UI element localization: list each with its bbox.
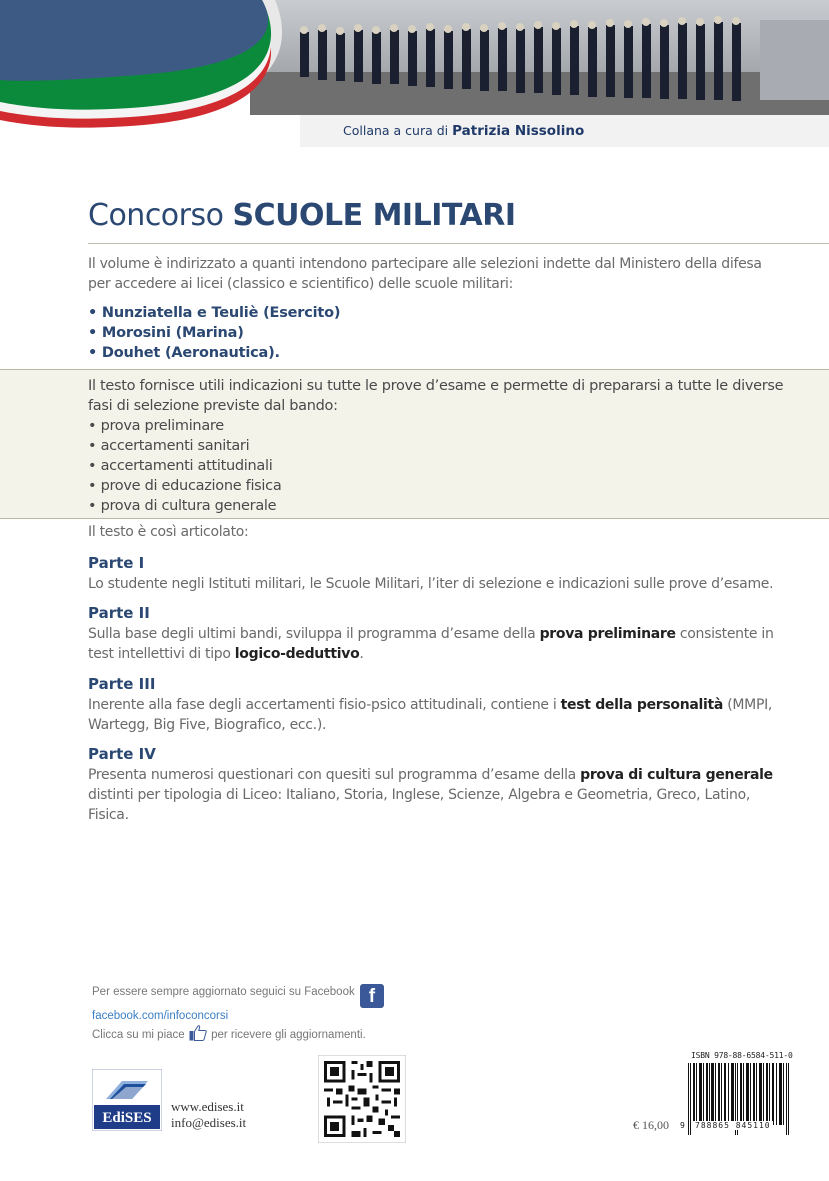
part-2	[88, 603, 793, 664]
series-editor-line	[343, 123, 584, 139]
phases-intro: Il testo fornisce utili indicazioni su tutte le prove d’esame e permette di prepararsi a tutte le diverse fasi di selezione previste dal bando:	[88, 378, 784, 414]
highlight: test della personalità	[560, 697, 724, 713]
facebook-line: Per essere sempre aggiornato seguici su Facebook	[92, 986, 355, 998]
barcode-first-digit: 9	[680, 1121, 685, 1130]
selection-phases-box	[0, 369, 829, 519]
part-4	[88, 744, 793, 825]
part-1	[88, 553, 793, 594]
isbn: ISBN 978-88-6584-511-0	[691, 1051, 793, 1060]
highlight: prova preliminare	[539, 626, 676, 642]
schools-list	[88, 303, 340, 363]
facebook-icon[interactable]: f	[360, 984, 384, 1008]
school-item: • Douhet (Aeronautica).	[88, 343, 340, 363]
part-description: Lo studente negli Istituti militari, le Scuole Militari, l’iter di selezione e indicazioni sulle prove d’esame.	[88, 576, 774, 592]
part-title: Parte II	[88, 604, 150, 622]
part-description: Presenta numerosi questionari con quesiti sul programma d’esame della prova di cultura generale distinti per tipologia di Liceo: Italiano, Storia, Inglese, Scienze, Algebra e Geometria, Greco, Latino, Fisica.	[88, 767, 773, 823]
title-bold: SCUOLE MILITARI	[232, 198, 516, 233]
publisher-website[interactable]: www.edises.it	[171, 1099, 244, 1114]
highlight: prova di cultura generale	[580, 767, 773, 783]
highlight: logico-deduttivo	[234, 646, 360, 662]
like-text-post: per ricevere gli aggiornamenti.	[211, 1029, 366, 1041]
part-description: Inerente alla fase degli accertamenti fisio-psico attitudinali, contiene i test della personalità (MMPI, Wartegg, Big Five, Biografico, ecc.).	[88, 697, 773, 733]
part-description: Sulla base degli ultimi bandi, sviluppa il programma d’esame della prova preliminare consistente in test intellettivi di tipo logico-deduttivo.	[88, 626, 774, 662]
qr-code	[318, 1055, 406, 1143]
part-title: Parte IV	[88, 745, 156, 763]
facebook-block	[92, 984, 384, 1044]
title-light: Concorso	[88, 198, 224, 233]
school-item: • Morosini (Marina)	[88, 323, 340, 343]
phase-item: • prova preliminare	[88, 416, 281, 436]
phase-item: • prova di cultura generale	[88, 496, 281, 516]
structure-intro: Il testo è così articolato:	[88, 524, 249, 540]
school-item: • Nunziatella e Teuliè (Esercito)	[88, 303, 340, 323]
part-3	[88, 674, 793, 735]
publisher-email[interactable]: info@edises.it	[171, 1115, 247, 1130]
phase-item: • accertamenti attitudinali	[88, 456, 281, 476]
title-divider	[88, 243, 829, 244]
series-editor-name: Patrizia Nissolino	[452, 123, 585, 139]
publisher-name: EdiSES	[102, 1110, 152, 1126]
series-prefix: Collana a cura di	[343, 123, 449, 138]
page-title	[88, 198, 515, 233]
publisher-contacts	[171, 1099, 246, 1131]
intro-paragraph: Il volume è indirizzato a quanti intendono partecipare alle selezioni indette dal Ministero della difesa per accedere ai licei (classico e scientifico) delle scuole militari:	[88, 256, 762, 292]
part-title: Parte III	[88, 675, 156, 693]
facebook-link[interactable]: facebook.com/infoconcorsi	[92, 1010, 229, 1022]
part-title: Parte I	[88, 554, 145, 572]
phase-item: • accertamenti sanitari	[88, 436, 281, 456]
price: € 16,00	[633, 1118, 669, 1132]
barcode-digits: 788865 845110	[695, 1121, 771, 1130]
cadets-photo	[250, 0, 829, 115]
like-text-pre: Clicca su mi piace	[92, 1029, 185, 1041]
phase-item: • prove di educazione fisica	[88, 476, 281, 496]
cover-header	[0, 0, 829, 160]
edises-logo	[92, 1069, 162, 1131]
thumbs-up-icon	[189, 1025, 207, 1041]
phases-list	[88, 416, 281, 516]
